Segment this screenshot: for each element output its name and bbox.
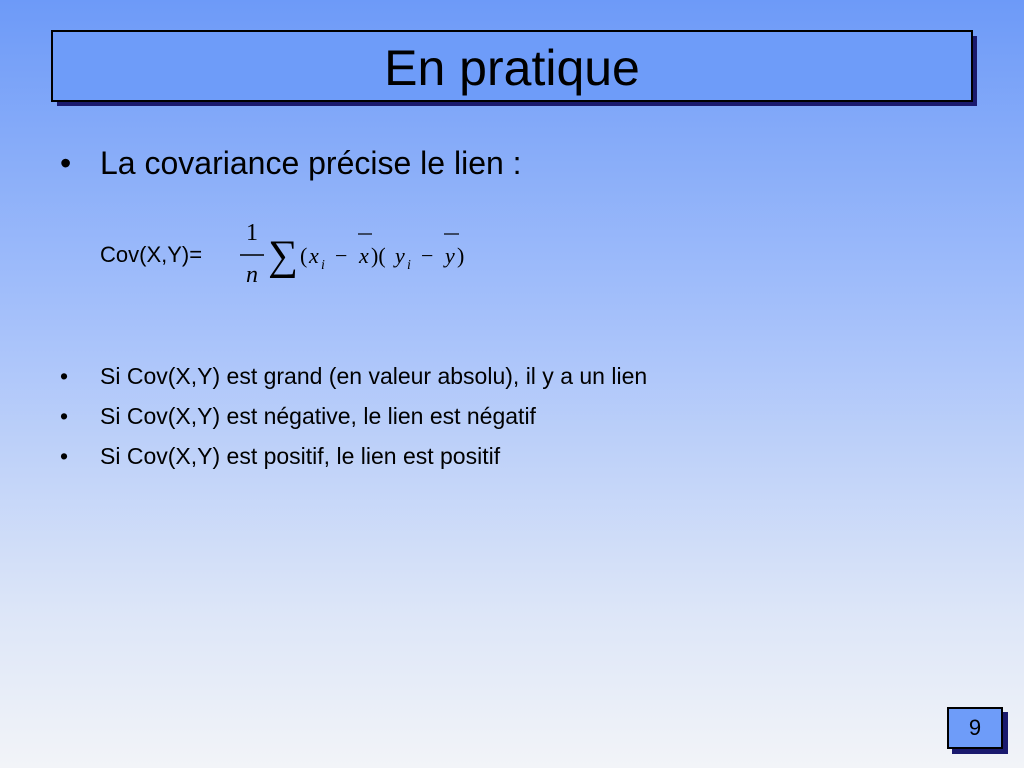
page-number-box [947, 707, 1003, 749]
paren-middle: )( [371, 243, 386, 268]
fraction-numerator: 1 [246, 220, 258, 246]
sub-bullet-list [60, 363, 647, 483]
minus-sign-2: − [421, 243, 434, 268]
minus-sign-1: − [335, 243, 348, 268]
y-variable: y [395, 243, 405, 268]
list-item [60, 363, 647, 403]
close-paren-2: ) [457, 243, 465, 268]
sub-bullet-text: Si Cov(X,Y) est négative, le lien est négatif [100, 403, 536, 429]
list-item [60, 443, 647, 483]
x-variable: x [309, 243, 319, 268]
title-box [51, 30, 973, 102]
bullet-icon: • [60, 145, 72, 181]
y-bar: y [445, 243, 455, 268]
bullet-icon: • [60, 443, 69, 469]
sum-symbol: ∑ [268, 233, 298, 279]
formula-lhs: Cov(X,Y)= [100, 242, 203, 267]
bullet-icon: • [60, 363, 69, 389]
fraction-denominator: n [246, 262, 258, 288]
sub-bullet-text: Si Cov(X,Y) est positif, le lien est positif [100, 443, 501, 469]
list-item [60, 403, 647, 443]
main-bullet-text: La covariance précise le lien : [100, 145, 522, 181]
slide-title: En pratique [384, 40, 640, 96]
x-bar: x [359, 243, 369, 268]
formula-rhs [235, 215, 480, 290]
open-paren-1: ( [300, 243, 308, 268]
x-subscript: i [321, 258, 325, 273]
bullet-icon: • [60, 403, 69, 429]
main-bullet [60, 145, 522, 182]
sub-bullet-text: Si Cov(X,Y) est grand (en valeur absolu), il y a un lien [100, 363, 648, 389]
page-number: 9 [968, 715, 982, 740]
covariance-formula [100, 215, 480, 290]
y-subscript: i [407, 258, 411, 273]
